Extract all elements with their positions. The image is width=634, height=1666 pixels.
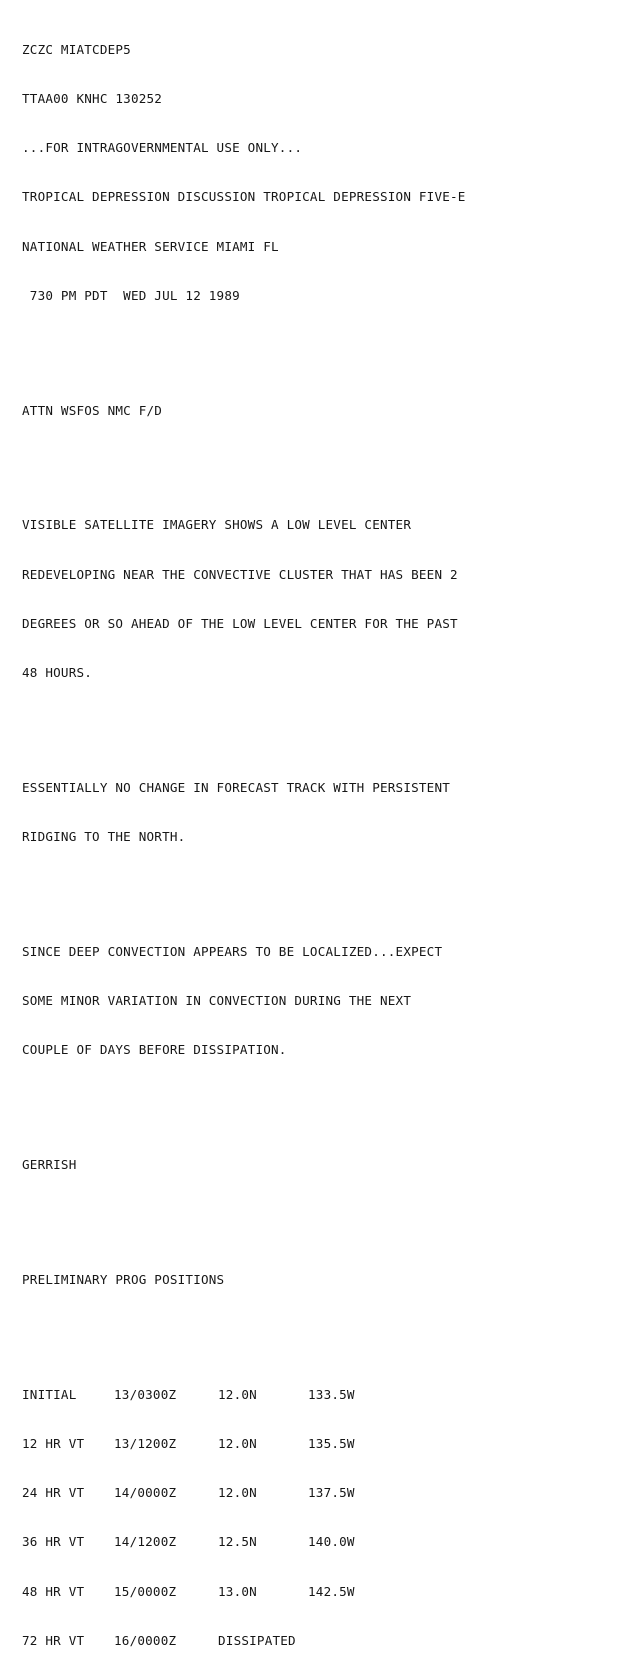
position-lat: DISSIPATED <box>218 1632 296 1648</box>
spacer <box>22 1092 622 1108</box>
position-lat: 12.0N <box>218 1435 257 1451</box>
position-lat: 13.0N <box>218 1583 257 1599</box>
spacer <box>22 337 622 353</box>
position-lon: 142.5W <box>308 1583 355 1599</box>
paragraph-3-line-2: SOME MINOR VARIATION IN CONVECTION DURING THE NEXT <box>22 993 412 1009</box>
position-time: 14/1200Z <box>114 1534 177 1550</box>
position-row <box>22 1584 622 1600</box>
header-line-3: ...FOR INTRAGOVERNMENTAL USE ONLY... <box>22 140 303 156</box>
position-time: 15/0000Z <box>114 1583 177 1599</box>
position-label: 72 HR VT <box>22 1632 85 1648</box>
paragraph-2-line-2: RIDGING TO THE NORTH. <box>22 829 186 845</box>
position-lon: 133.5W <box>308 1386 355 1402</box>
position-time: 16/0000Z <box>114 1632 177 1648</box>
position-time: 13/1200Z <box>114 1435 177 1451</box>
position-label: 48 HR VT <box>22 1583 85 1599</box>
spacer <box>22 1206 622 1222</box>
position-row <box>22 1534 622 1550</box>
position-label: 12 HR VT <box>22 1435 85 1451</box>
position-row <box>22 1485 622 1501</box>
spacer <box>22 714 622 730</box>
position-label: 36 HR VT <box>22 1534 85 1550</box>
weather-discussion-document <box>22 9 622 1666</box>
position-lat: 12.5N <box>218 1534 257 1550</box>
paragraph-3-line-3: COUPLE OF DAYS BEFORE DISSIPATION. <box>22 1042 287 1058</box>
paragraph-2-line-1: ESSENTIALLY NO CHANGE IN FORECAST TRACK WITH PERSISTENT <box>22 779 451 795</box>
position-lon: 135.5W <box>308 1435 355 1451</box>
position-lon: 137.5W <box>308 1485 355 1501</box>
spacer <box>22 452 622 468</box>
paragraph-1-line-2: REDEVELOPING NEAR THE CONVECTIVE CLUSTER THAT HAS BEEN 2 <box>22 566 458 582</box>
forecaster-name: GERRISH <box>22 1157 77 1173</box>
header-line-6: 730 PM PDT WED JUL 12 1989 <box>22 287 240 303</box>
spacer <box>22 1321 622 1337</box>
position-label: 24 HR VT <box>22 1485 85 1501</box>
spacer <box>22 878 622 894</box>
paragraph-3-line-1: SINCE DEEP CONVECTION APPEARS TO BE LOCALIZED...EXPECT <box>22 943 443 959</box>
header-line-5: NATIONAL WEATHER SERVICE MIAMI FL <box>22 238 279 254</box>
position-time: 13/0300Z <box>114 1386 177 1402</box>
position-lon: 140.0W <box>308 1534 355 1550</box>
header-line-2: TTAA00 KNHC 130252 <box>22 91 163 107</box>
position-time: 14/0000Z <box>114 1485 177 1501</box>
position-lon <box>308 1633 398 1649</box>
prog-positions-title: PRELIMINARY PROG POSITIONS <box>22 1271 225 1287</box>
attn-line: ATTN WSFOS NMC F/D <box>22 402 163 418</box>
paragraph-1-line-4: 48 HOURS. <box>22 665 93 681</box>
header-line-1: ZCZC MIATCDEP5 <box>22 41 131 57</box>
paragraph-1-line-1: VISIBLE SATELLITE IMAGERY SHOWS A LOW LEVEL CENTER <box>22 517 412 533</box>
paragraph-1-line-3: DEGREES OR SO AHEAD OF THE LOW LEVEL CENTER FOR THE PAST <box>22 615 458 631</box>
position-row <box>22 1436 622 1452</box>
header-line-4: TROPICAL DEPRESSION DISCUSSION TROPICAL DEPRESSION FIVE-E <box>22 189 466 205</box>
position-lat: 12.0N <box>218 1386 257 1402</box>
position-row <box>22 1633 622 1649</box>
position-label: INITIAL <box>22 1386 77 1402</box>
position-row <box>22 1387 622 1403</box>
position-lat: 12.0N <box>218 1485 257 1501</box>
